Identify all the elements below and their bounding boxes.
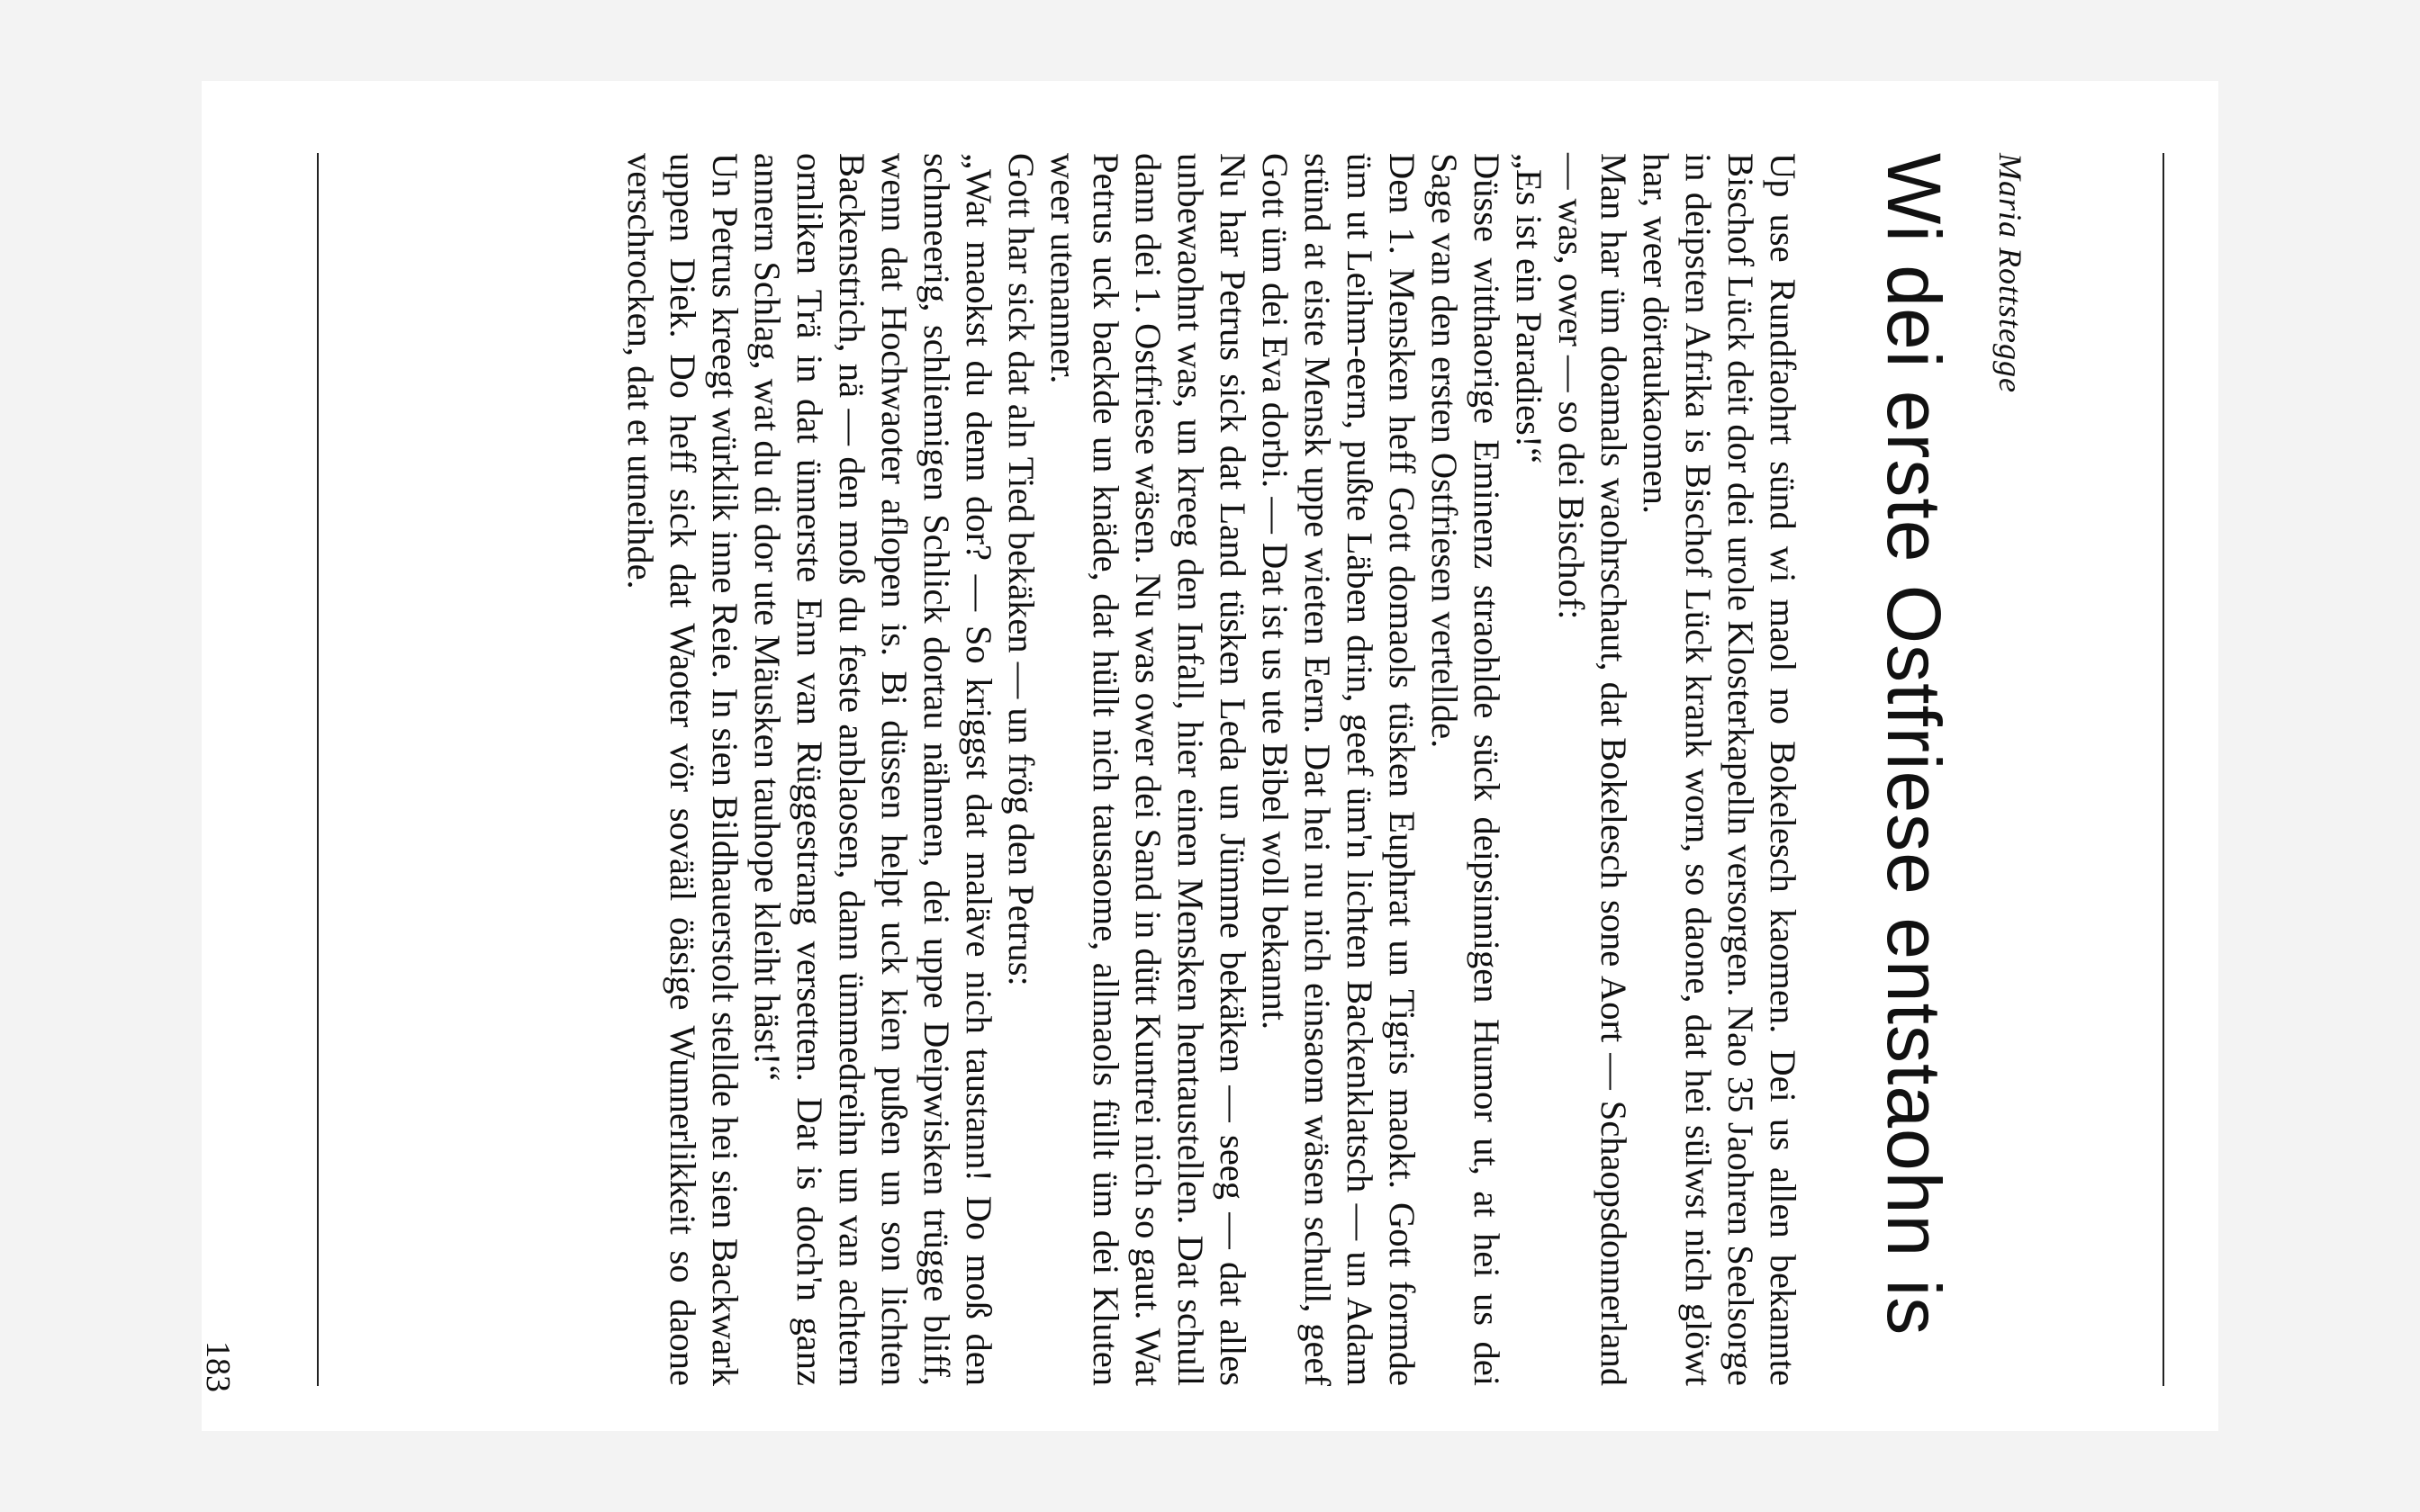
- article-title: Wi dei erste Ostfriese entstaohn is: [1872, 153, 1956, 1336]
- bottom-rule: [317, 153, 319, 1386]
- author-name: Maria Rottstegge: [1992, 153, 2028, 393]
- paragraph: Den 1. Mensken heff Gott domaols tüsken Euphrat un Tigris maokt. Gott formde üm ut Leihm-eern, pußte Läben drin, geef üm'n lichten Backenklatsch — un Adam stünd at eiste Mensk uppe wieten Eern. Dat hei nu nich einsaom wäsen schull, geef Gott üm dei Eva dorbi. — Dat ist us ute Bibel woll bekannt.: [1255, 153, 1422, 1386]
- article-body: [619, 153, 1804, 1386]
- paragraph: Up use Rundfaohrt sünd wi maol no Bokelesch kaomen. Dei us allen bekannte Bischof Lück deit dor dei urole Klosterkapelln versorgen. Nao 35 Jaohren Seelsorge in deipsten Afrika is Bischof Lück krank worn, so daone, dat hei sülwst nich glöwt har, weer dörtaukaomen.: [1636, 153, 1803, 1386]
- paragraph: Man har üm doamals waohrschaut, dat Bokelesch sone Aort — Schaopsdonnerland — was, ower — so dei Bischof:: [1551, 153, 1634, 1386]
- book-page: [199, 81, 2218, 1431]
- top-rule: [2163, 153, 2164, 1386]
- paragraph: „Wat maokst du denn dor? — So kriggst dat maläve nich taustann! Do moß den schmeerig, schliemigen Schlick dortau nähmen, dei uppe Deipwisken trügge bliff, wenn dat Hochwaoter aflopen is. Bi düssen helpt uck kien pußen un son lichten Backenstrich, nä — den moß du feste anblaosen, dann ümmedreihn un van achtern ornliken Trä in dat ünnerste Enn van Rüggestrang versetten. Dat is doch'n ganz annern Schlag, wat du di dor ute Mäusken tauhope kleiht häst!“: [747, 153, 999, 1386]
- paragraph: Un Petrus kreegt würklik inne Reie. In sien Bildhauerstolt stellde hei sien Backwark uppen Diek. Do heff sick dat Waoter vör sovääl öäsige Wunnerlikkeit so daone verschrocken, dat et utneihde.: [620, 153, 745, 1386]
- paragraph: Nu har Petrus sick dat Land tüsken Leda un Jümme bekäken — seeg — dat alles unbewaohnt was, un kreeg den Infall, hier einen Mensken hentaustellen. Dat schull dann dei 1. Ostfriese wäsen. Nu was ower dei Sand in dütt Kuntrei nich so gaut. Wat Petrus uck backde un knäde, dat hüllt nich tausaome, allmaols füllt üm dei Kluten weer utenanner.: [1043, 153, 1253, 1386]
- paragraph: Gott har sick dat aln Tied bekäken — un frög den Petrus:: [1001, 153, 1042, 986]
- page-number: 183: [199, 1341, 237, 1392]
- paragraph: „Es ist ein Paradies!“: [1509, 153, 1549, 464]
- paragraph: Düsse witthaorige Eminenz straohlde sück deipsinnigen Humor ut, at hei us dei Sage van den ersten Ostfriesen vertellde.: [1424, 153, 1507, 1386]
